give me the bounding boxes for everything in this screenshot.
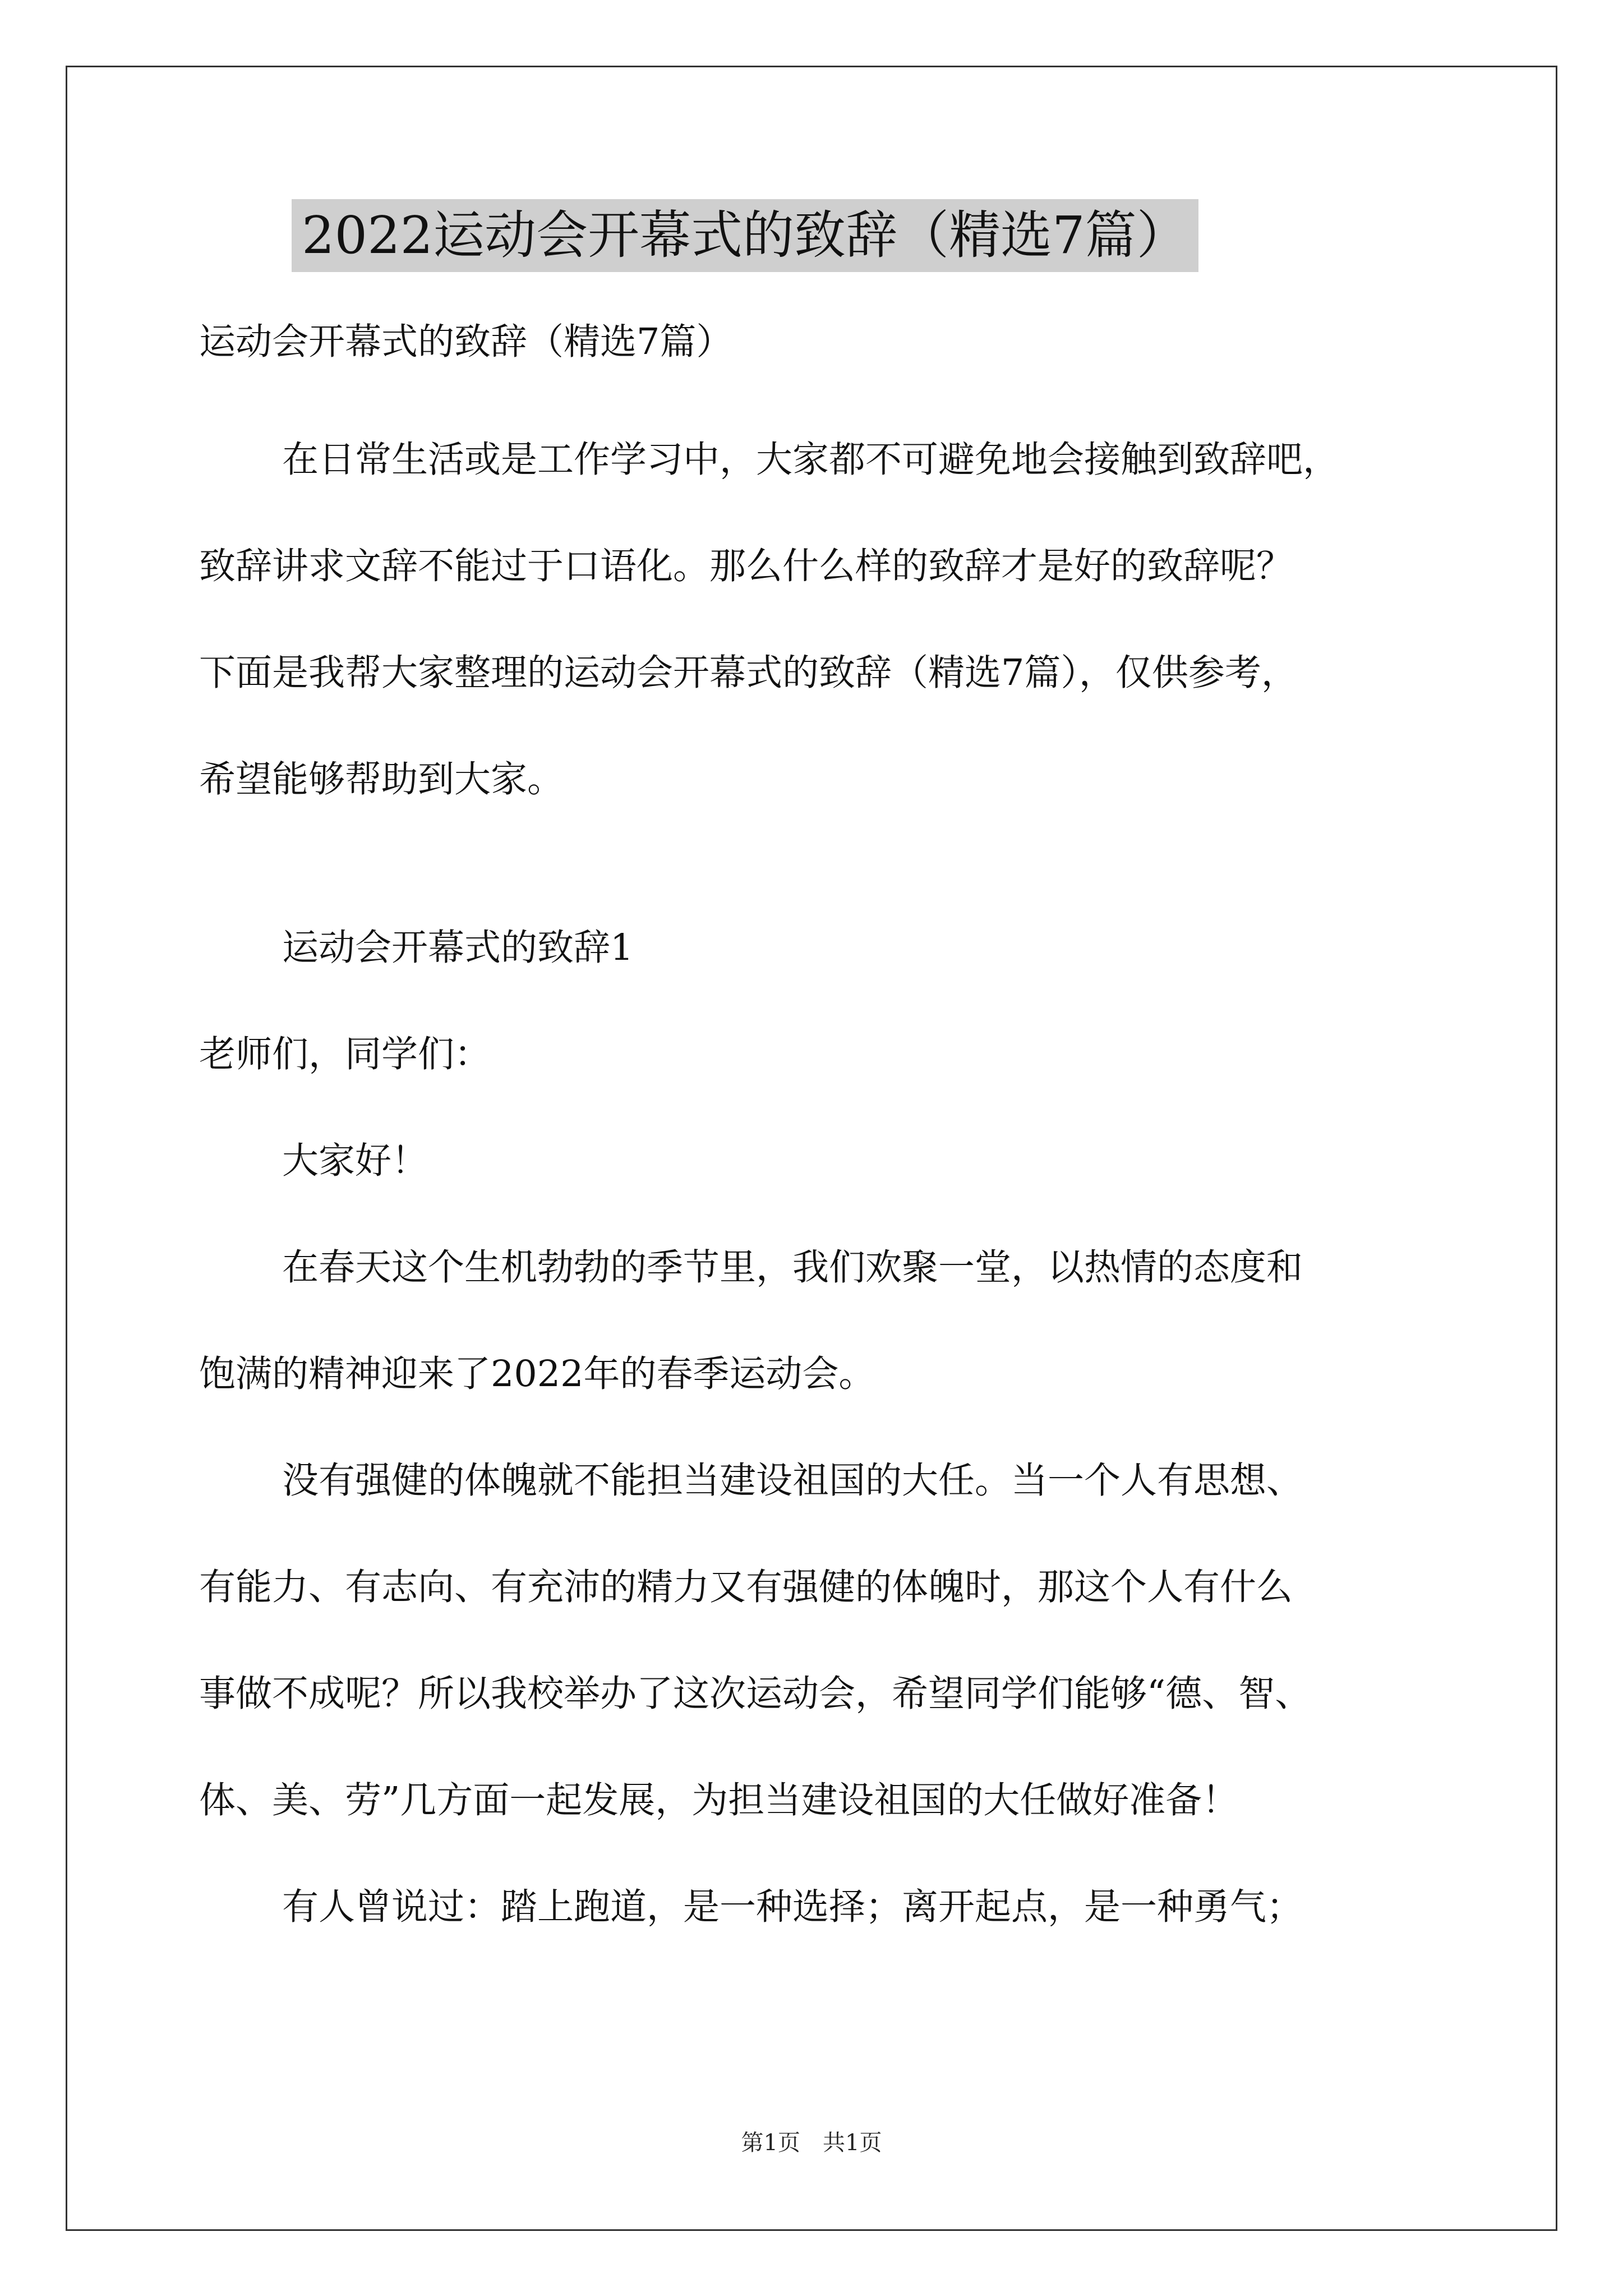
- paragraph-line: 饱满的精神迎来了2022年的春季运动会。: [199, 1353, 875, 1395]
- paragraph-line: 有能力、有志向、有充沛的精力又有强健的体魄时，那这个人有什么: [199, 1566, 1293, 1608]
- paragraph-line: 在日常生活或是工作学习中，大家都不可避免地会接触到致辞吧，: [282, 439, 1340, 481]
- paragraph-line: 有人曾说过：踏上跑道，是一种选择；离开起点，是一种勇气；: [282, 1886, 1303, 1928]
- subtitle-line: 运动会开幕式的致辞（精选7篇）: [199, 321, 733, 363]
- paragraph-line: 没有强健的体魄就不能担当建设祖国的大任。当一个人有思想、: [282, 1460, 1303, 1502]
- paragraph-line: 体、美、劳”几方面一起发展，为担当建设祖国的大任做好准备！: [199, 1779, 1239, 1821]
- salutation-line: 老师们，同学们：: [199, 1033, 491, 1075]
- greeting-line: 大家好！: [282, 1140, 428, 1182]
- page-footer: 第1页 共1页: [741, 2130, 882, 2156]
- paragraph-line: 事做不成呢？所以我校举办了这次运动会，希望同学们能够“德、智、: [199, 1673, 1312, 1715]
- paragraph-line: 在春天这个生机勃勃的季节里，我们欢聚一堂，以热情的态度和: [282, 1246, 1303, 1289]
- paragraph-line: 下面是我帮大家整理的运动会开幕式的致辞（精选7篇），仅供参考，: [199, 652, 1298, 694]
- paragraph-line: 希望能够帮助到大家。: [199, 758, 564, 800]
- section-heading: 运动会开幕式的致辞1: [282, 927, 634, 969]
- paragraph-line: 致辞讲求文辞不能过于口语化。那么什么样的致辞才是好的致辞呢？: [199, 545, 1293, 587]
- document-title: 2022运动会开幕式的致辞（精选7篇）: [292, 199, 1198, 272]
